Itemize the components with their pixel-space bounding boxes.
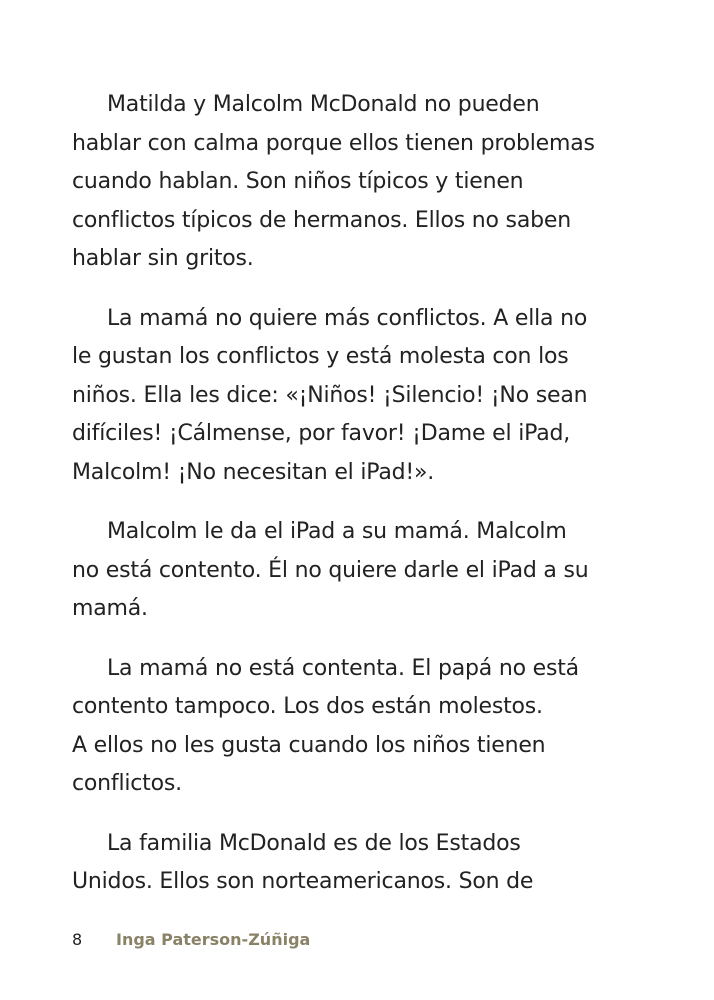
paragraph: [72, 86, 624, 279]
page-footer: [72, 930, 310, 949]
text-line: difíciles! ¡Cálmense, por favor! ¡Dame el iPad,: [72, 421, 571, 446]
text-line: Malcolm! ¡No necesitan el iPad!».: [72, 459, 435, 485]
paragraph: [72, 513, 624, 629]
paragraph: [72, 825, 624, 902]
text-line: La mamá no quiere más conflictos. A ella no: [107, 305, 588, 331]
page-number: 8: [72, 930, 83, 949]
text-line: conflictos.: [72, 771, 182, 796]
text-line: conflictos típicos de hermanos. Ellos no saben: [72, 207, 571, 233]
text-line: hablar con calma porque ellos tienen problemas: [72, 130, 595, 156]
text-line: no está contento. Él no quiere darle el iPad a su: [72, 557, 589, 583]
text-line: contento tampoco. Los dos están molestos.: [72, 694, 543, 719]
author-name: Inga Paterson-Zúñiga: [116, 930, 311, 949]
text-line: La mamá no está contenta. El papá no está: [107, 655, 579, 681]
text-line: le gustan los conflictos y está molesta con los: [72, 344, 569, 369]
paragraph: [72, 300, 624, 493]
text-line: hablar sin gritos.: [72, 246, 254, 271]
page-body: [72, 86, 624, 923]
text-line: Matilda y Malcolm McDonald no pueden: [107, 92, 540, 117]
text-line: A ellos no les gusta cuando los niños tienen: [72, 732, 546, 758]
text-line: Malcolm le da el iPad a su mamá. Malcolm: [107, 519, 567, 544]
text-line: Unidos. Ellos son norteamericanos. Son de: [72, 869, 534, 894]
text-line: niños. Ella les dice: «¡Niños! ¡Silencio! ¡No sean: [72, 382, 588, 408]
paragraph: [72, 650, 624, 804]
text-line: cuando hablan. Son niños típicos y tienen: [72, 169, 524, 194]
text-line: La familia McDonald es de los Estados: [107, 830, 521, 856]
text-line: mamá.: [72, 596, 148, 621]
